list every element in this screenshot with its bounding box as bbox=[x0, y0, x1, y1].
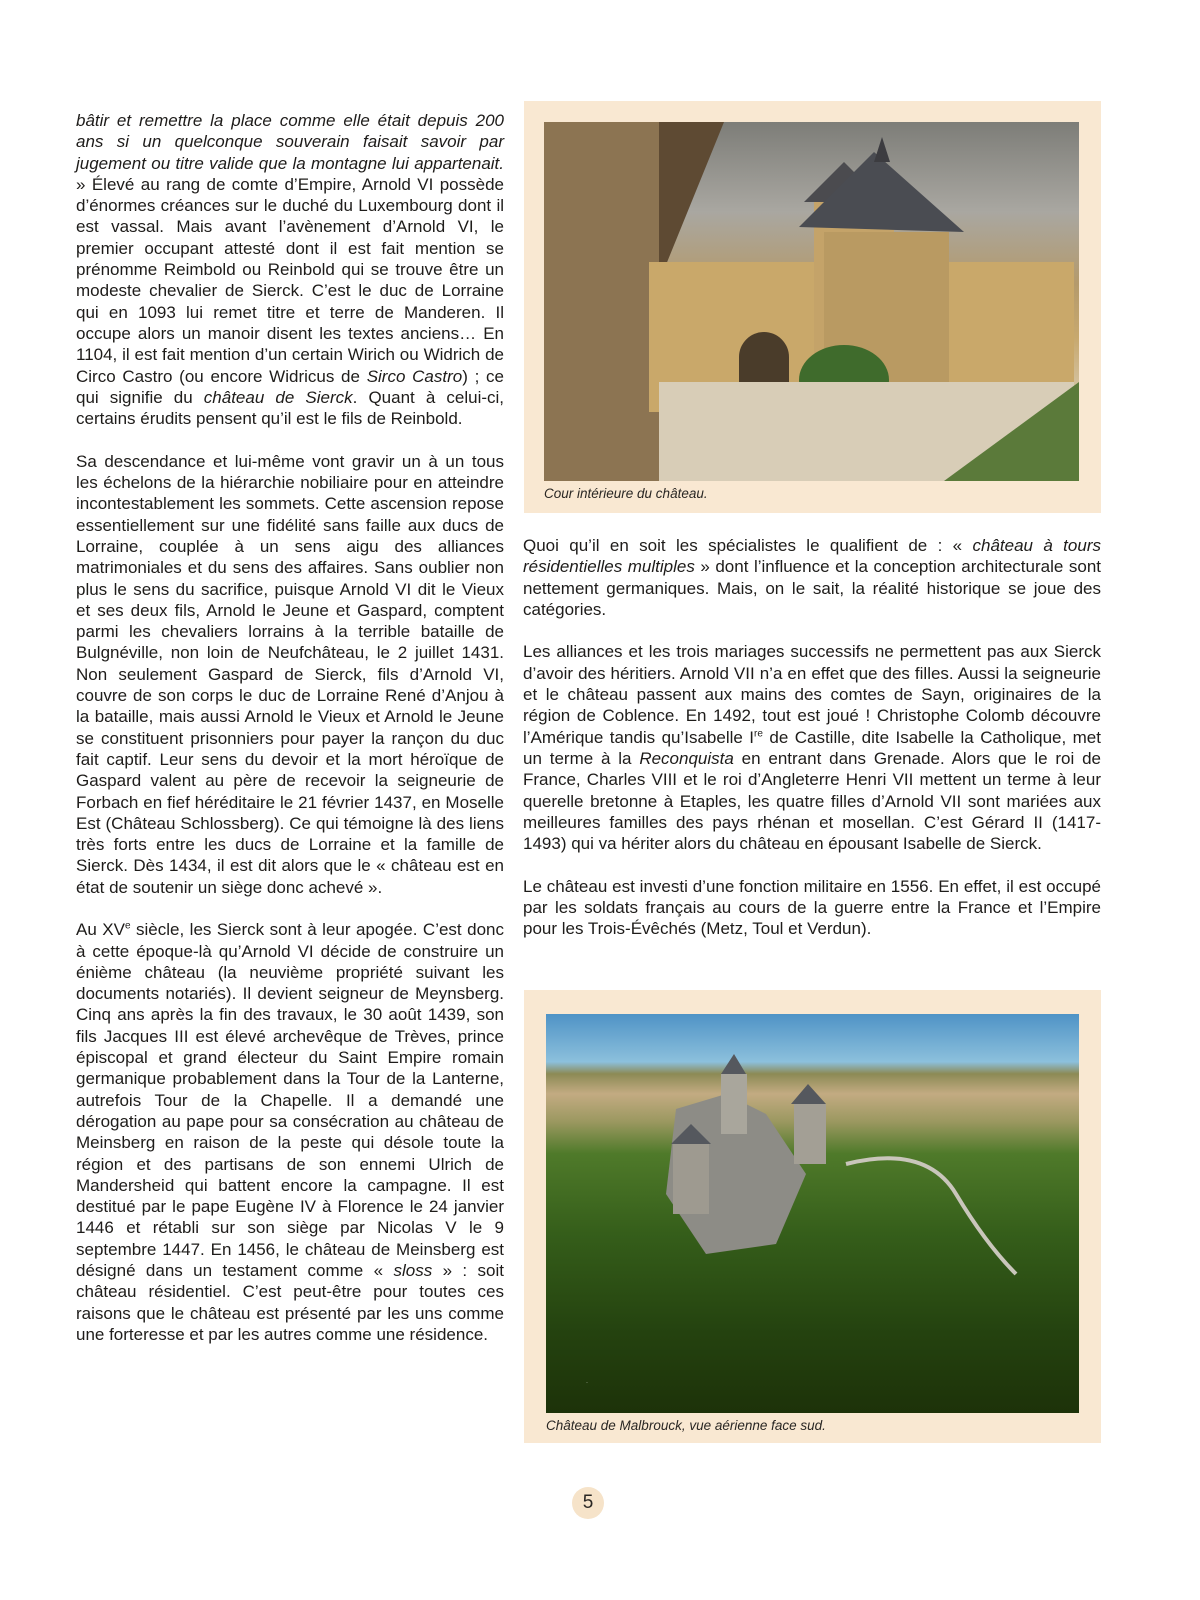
italic-text: Sirco Castro bbox=[366, 366, 463, 386]
figure-caption: Cour intérieure du château. bbox=[544, 486, 708, 501]
text-run: Le château est investi d’une fonction militaire en 1556. En effet, il est occupé par les soldats français au cours de la guerre entre la France et l’Empire pour les Trois-Évêchés (Metz, Toul et Verdun). bbox=[523, 876, 1101, 939]
paragraph bbox=[76, 919, 504, 1345]
aerial-illustration bbox=[546, 1014, 1079, 1413]
text-run: » dont l’influence et la conception architecturale sont nettement germaniques. Mais, on le sait, la réalité historique se joue des catégories. bbox=[523, 557, 1101, 619]
paragraph bbox=[76, 451, 504, 898]
figure-courtyard bbox=[524, 101, 1101, 513]
text-run: Au XV bbox=[76, 920, 125, 940]
italic-text: château à tours résidentielles multiples bbox=[523, 536, 1101, 577]
text-run: en entrant dans Grenade. Alors que le roi de France, Charles VIII et le roi d’Angleterre Henri VII mettent un terme à leur querelle bretonne à Etaples, les quatre filles d’Arnold VII sont mariées aux meilleures familles des pays rhénan et mosellan. C’est Gérard II (1417-1493) qui va hériter alors du château en épousant Isabelle de Sierck. bbox=[523, 748, 1101, 854]
text-run: de Castille, dite Isabelle la Catholique, met un terme à la bbox=[523, 727, 1101, 768]
figure-caption: Château de Malbrouck, vue aérienne face sud. bbox=[546, 1418, 826, 1433]
right-text-column bbox=[523, 535, 1101, 961]
italic-text: bâtir et remettre la place comme elle était depuis 200 ans si un quelconque souverain faisait savoir par jugement ou titre valide que la montagne lui appartenait. bbox=[76, 111, 504, 173]
paragraph bbox=[523, 535, 1101, 620]
italic-text: Reconquista bbox=[639, 748, 734, 768]
text-run: » : soit château résidentiel. C’est peut-être pour toutes ces raisons que le château est présenté par les uns comme une forteresse et par les autres comme une résidence. bbox=[76, 1261, 504, 1344]
text-run: siècle, les Sierck sont à leur apogée. C’est donc à cette époque-là qu’Arnold VI décide de construire un énième château (la neuvième propriété suivant les documents notariés). Il devient seigneur de Meynsberg. Cinq ans après la fin des travaux, le 30 août 1439, son fils Jacques III est élevé archevêque de Trèves, prince épiscopal et grand électeur du Saint Empire romain germanique probablement dans la Tour de la Lanterne, autrefois Tour de la Chapelle. Il a demandé une dérogation au pape pour sa consécration au château de Meinsberg en raison de la peste qui désole toute la région et des partisans de son ennemi Ulrich de Mandersheid qui battent encore la campagne. Il est destitué par le pape Eugène IV à Florence le 24 janvier 1446 et rétabli sur son siège par Nicolas V le 9 septembre 1447. En 1456, le château de Meinsberg est désigné dans un testament comme « bbox=[76, 920, 505, 1281]
italic-text: château de Sierck bbox=[203, 387, 353, 407]
text-run: Sa descendance et lui-même vont gravir un à un tous les échelons de la hiérarchie nobiliaire pour en atteindre incontestablement les sommets. Cette ascension repose essentiellement sur une fidélité sans faille aux ducs de Lorraine, couplée à un sens aigu des alliances matrimoniales et du sens des affaires. Sans oublier non plus le sens du sacrifice, puisque Arnold VI dit le Vieux et ses deux fils, Arnold le Jeune et Gaspard, comptent parmi les chevaliers lorrains à la terrible bataille de Bulgnéville, non loin de Neufchâteau, le 2 juillet 1431. Non seulement Gaspard de Sierck, fils d’Arnold VI, couvre de son corps le duc de Lorraine René d’Anjou à la bataille, mais aussi Arnold le Vieux et Arnold le Jeune se constituent prisonniers pour payer la rançon du duc fait captif. Leur sens du devoir et la mort héroïque de Gaspard valent au père de recevoir la seigneurie de Forbach en fief héréditaire le 21 février 1437, en Moselle Est (Château Schlossberg). Ce qui témoigne là des liens très forts entre les ducs de Lorraine et la famille de Sierck. Dès 1434, il est dit alors que le « château est en état de soutenir un siège donc achevé ». bbox=[76, 451, 504, 897]
italic-text: sloss bbox=[393, 1261, 433, 1281]
courtyard-photo bbox=[544, 122, 1079, 481]
paragraph bbox=[523, 641, 1101, 854]
page-number: 5 bbox=[572, 1487, 604, 1519]
left-text-column bbox=[76, 110, 504, 1367]
text-run: Les alliances et les trois mariages successifs ne permettent pas aux Sierck d’avoir des héritiers. Arnold VII n’a en effet que des filles. Aussi la seigneurie et le château passent aux mains des comtes de Sayn, originaires de la région de Coblence. En 1492, tout est joué ! Christophe Colomb découvre l’Amérique tandis qu’Isabelle I bbox=[523, 642, 1101, 747]
text-run: ) ; ce qui signifie du bbox=[76, 366, 504, 407]
text-run: . Quant à celui-ci, certains érudits pensent qu’il est le fils de Reinbold. bbox=[76, 387, 505, 429]
paragraph bbox=[76, 110, 504, 429]
courtyard-illustration bbox=[544, 122, 1079, 481]
superscript: re bbox=[754, 728, 763, 740]
text-run: » Élevé au rang de comte d’Empire, Arnold VI possède d’énormes créances sur le duché du Luxembourg dont il est vassal. Mais avant l’avènement d’Arnold VI, le premier occupant attesté dont il est fait mention se prénomme Reimbold ou Reinbold qui se trouve être un modeste chevalier de Sierck. C’est le duc de Lorraine qui en 1093 lui remet titre et terre de Manderen. Il occupe alors un manoir disent les textes anciens… En 1104, il est fait mention d’un certain Wirich ou Widrich de Circo Castro (ou encore Widricus de bbox=[76, 174, 504, 386]
svg-text:·: · bbox=[586, 1380, 588, 1386]
figure-aerial bbox=[524, 990, 1101, 1443]
superscript: e bbox=[124, 920, 131, 932]
text-run: Quoi qu’il en soit les spécialistes le qualifient de : « bbox=[523, 536, 973, 555]
paragraph bbox=[523, 876, 1101, 940]
aerial-photo bbox=[546, 1014, 1079, 1413]
